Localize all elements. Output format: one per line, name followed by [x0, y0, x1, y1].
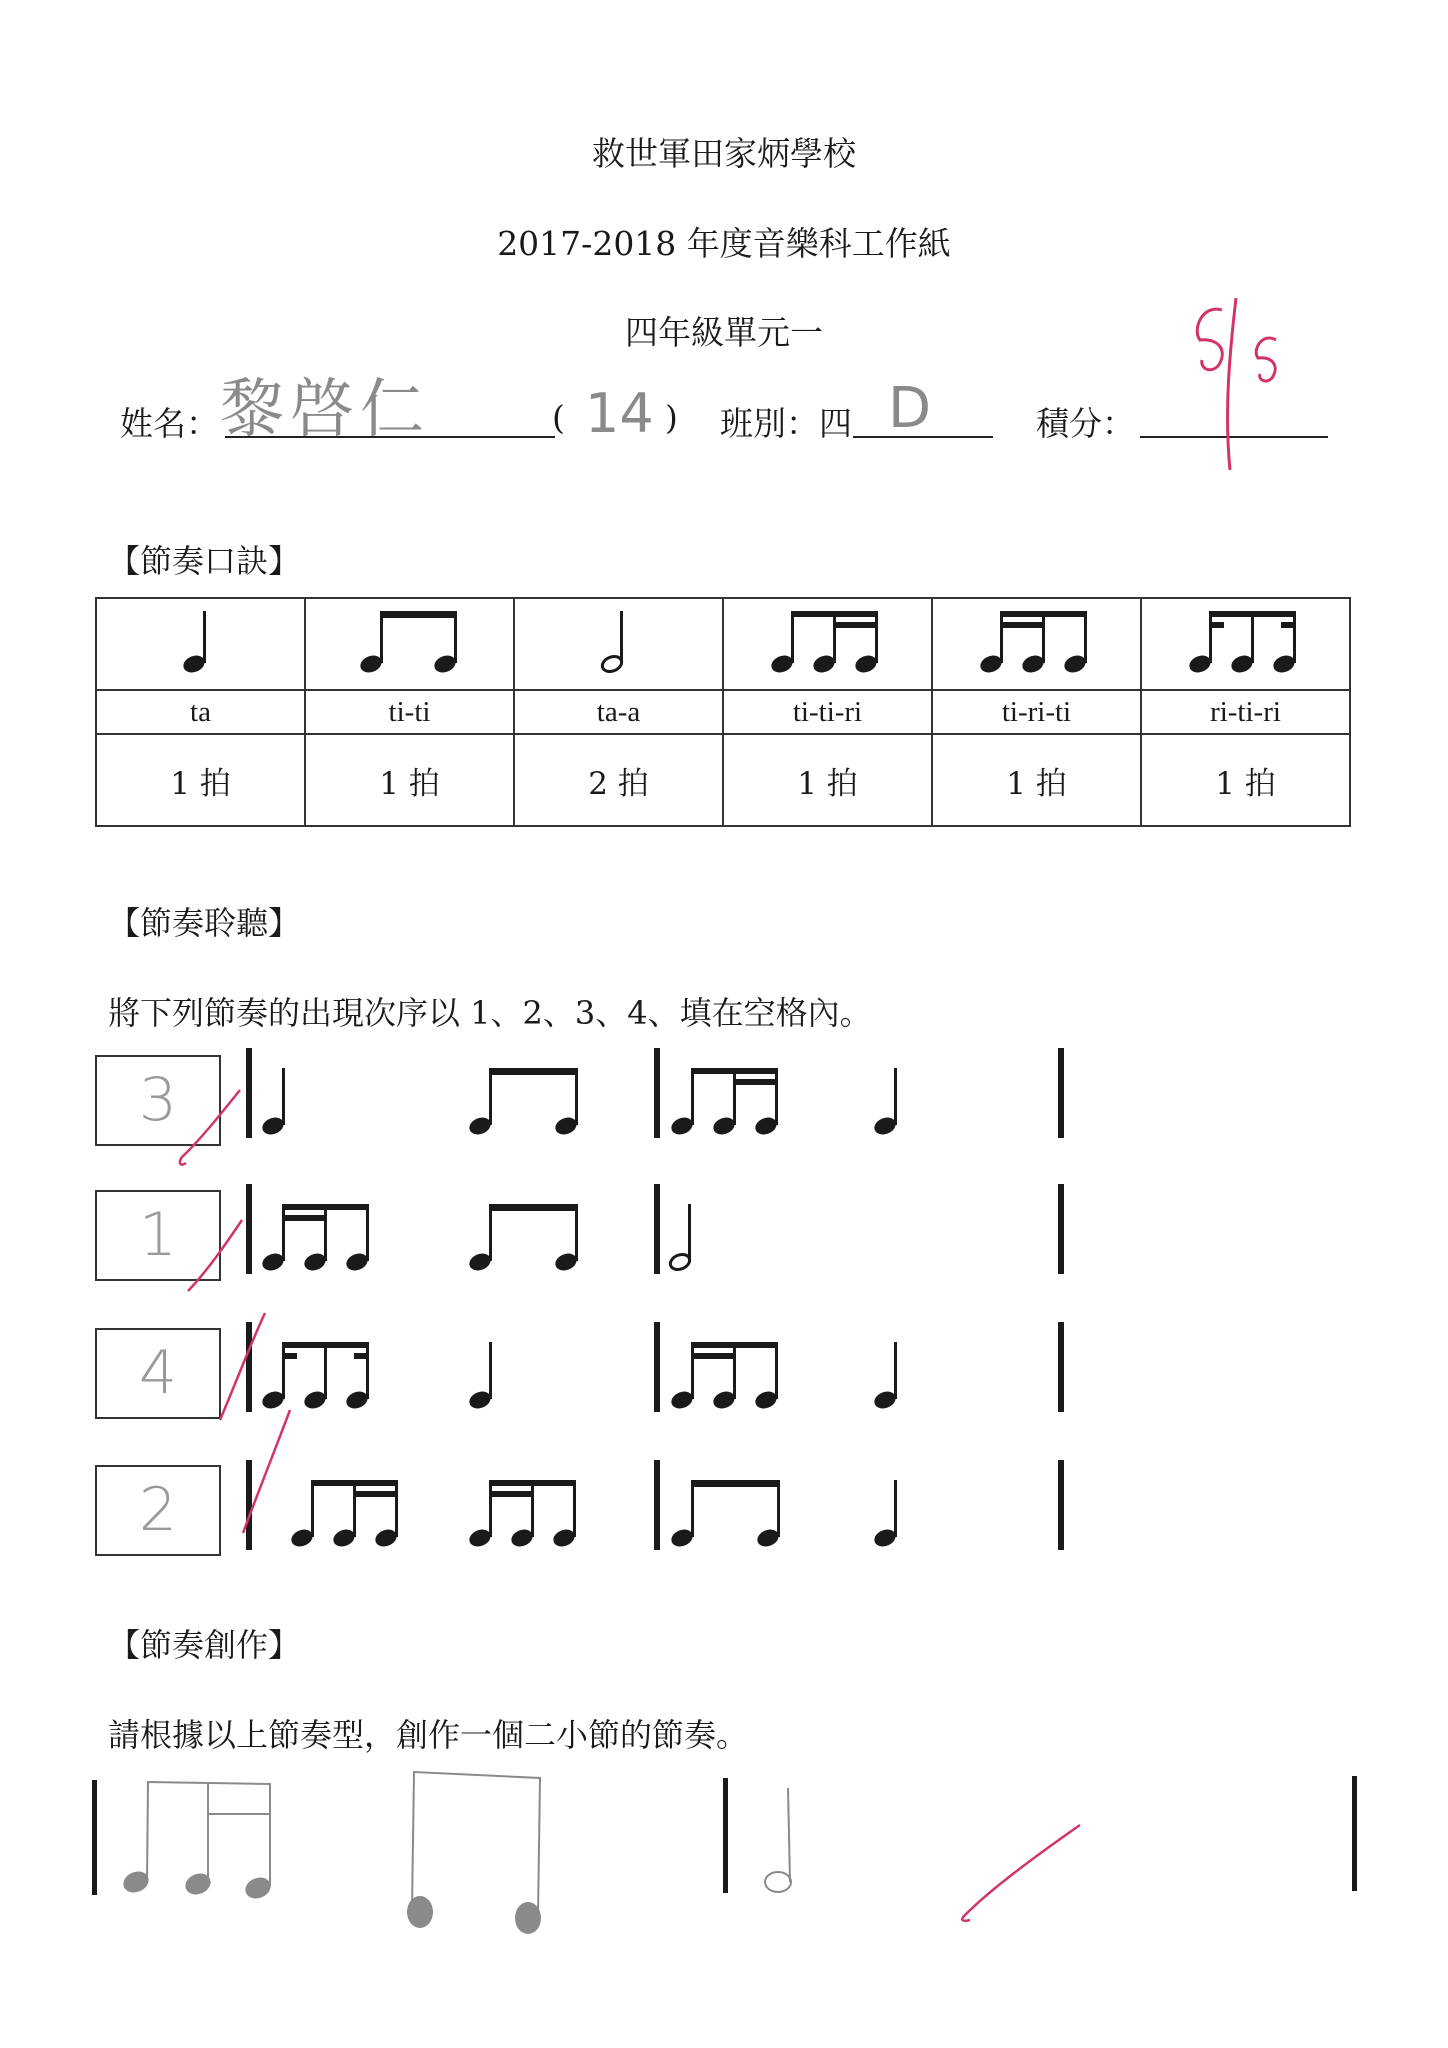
name-value[interactable]: 黎啓仁: [220, 373, 430, 447]
answer-box-row-1[interactable]: 3: [95, 1055, 221, 1146]
rhythm-chart-table: [95, 597, 1351, 827]
check-mark-icon: [235, 1405, 295, 1535]
beat-count-cell: 1 拍: [1141, 734, 1350, 826]
rhythm-row-3: [240, 1322, 1080, 1422]
syllable-cell: ri-ti-ri: [1141, 690, 1350, 734]
check-mark-icon: [170, 1085, 250, 1175]
creation-instruction: 請根據以上節奏型，創作一個二小節的節奏。: [108, 1716, 749, 1754]
syllable-cell: ti-ti: [305, 690, 514, 734]
beat-count-cell: 1 拍: [932, 734, 1141, 826]
teacher-score-mark: [1180, 290, 1330, 480]
beat-count-cell: 1 拍: [96, 734, 305, 826]
beat-count-cell: 1 拍: [723, 734, 932, 826]
quarter-note-icon: [181, 607, 221, 677]
note-cell-ta: [96, 598, 305, 690]
beat-count-cell: 2 拍: [514, 734, 723, 826]
class-value[interactable]: D: [888, 376, 932, 441]
syllable-cell: ta: [96, 690, 305, 734]
rhythm-row-2: [240, 1184, 1080, 1284]
number-open: (: [552, 398, 565, 437]
score-label: 積分：: [1036, 404, 1135, 443]
listening-instruction: 將下列節奏的出現次序以 1、2、3、4、填在空格內。: [108, 994, 872, 1032]
class-underline: [853, 436, 993, 438]
note-cell-ta-a: [514, 598, 723, 690]
answer-box-row-3[interactable]: 4: [95, 1328, 221, 1419]
beat-count-cell: 1 拍: [305, 734, 514, 826]
answer-box-row-2[interactable]: 1: [95, 1190, 221, 1281]
number-close: ): [665, 398, 678, 437]
syllable-cell: ta-a: [514, 690, 723, 734]
note-cell-ri-ti-ri: [1141, 598, 1350, 690]
unit-title: 四年級單元一: [625, 313, 823, 352]
worksheet-title: 2017-2018 年度音樂科工作紙: [497, 224, 951, 263]
section-title-rhythm-chant: 【節奏口訣】: [108, 542, 301, 580]
half-note-icon: [599, 607, 639, 677]
note-cell-ti-ti-ri: [723, 598, 932, 690]
name-label: 姓名：: [120, 404, 219, 443]
name-underline: [225, 436, 555, 438]
check-mark-icon: [180, 1215, 250, 1295]
eighth-pair-icon: [355, 607, 465, 677]
sixteenth-eighth-sixteenth-icon: [977, 607, 1097, 677]
rhythm-row-1: [240, 1048, 1080, 1148]
rhythm-row-4: [240, 1460, 1080, 1560]
syllable-cell: ti-ri-ti: [932, 690, 1141, 734]
note-cell-ti-ri-ti: [932, 598, 1141, 690]
eighth-two-sixteenths-icon: [768, 607, 888, 677]
school-name: 救世軍田家炳學校: [592, 134, 856, 173]
class-label: 班別：四: [720, 404, 852, 443]
student-rhythm-composition[interactable]: [90, 1770, 1370, 1940]
answer-box-row-4[interactable]: 2: [95, 1465, 221, 1556]
note-cell-ti-ti: [305, 598, 514, 690]
sixteenth-group-icon: [1186, 607, 1306, 677]
syllable-cell: ti-ti-ri: [723, 690, 932, 734]
section-title-rhythm-creation: 【節奏創作】: [108, 1626, 301, 1664]
section-title-rhythm-listening: 【節奏聆聽】: [108, 904, 301, 942]
class-number-value[interactable]: 14: [585, 382, 654, 445]
